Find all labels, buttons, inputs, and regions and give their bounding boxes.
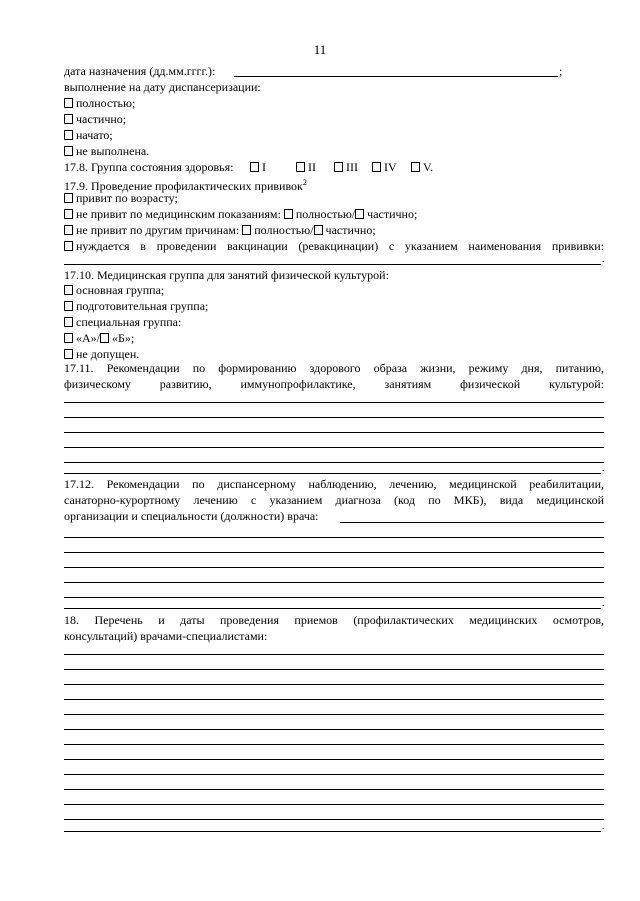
dispensary-option-not-done: не выполнена. (64, 144, 149, 159)
rec-lifestyle-fill-line[interactable] (64, 417, 604, 418)
checkbox-vacc-needs[interactable] (64, 241, 73, 251)
rec-dispensary-line1: 17.12. Рекомендации по диспансерному наблюдению, лечению, медицинской реабилитации, (64, 477, 604, 491)
rec-lifestyle-end: . (602, 463, 605, 473)
checkbox-vacc-medical-full[interactable] (284, 209, 293, 219)
checkbox-group-2[interactable] (296, 162, 305, 172)
rec-dispensary-fill-line[interactable] (64, 597, 604, 598)
health-group-3: III (334, 160, 358, 175)
phys-option-special: специальная группа: (64, 315, 181, 330)
rec-lifestyle-fill-line[interactable] (64, 402, 604, 403)
specialists-fill-line[interactable] (64, 804, 604, 805)
specialists-fill-line[interactable] (64, 819, 604, 820)
date-end: ; (559, 64, 563, 78)
checkbox-vacc-other[interactable] (64, 225, 73, 235)
vacc-fill-line[interactable] (64, 264, 601, 265)
phys-option-main: основная группа; (64, 283, 164, 298)
specialists-fill-line[interactable] (64, 654, 604, 655)
health-group-5: V. (411, 160, 433, 175)
specialists-fill-line[interactable] (64, 684, 604, 685)
rec-lifestyle-line1: 17.11. Рекомендации по формированию здорового образа жизни, режиму дня, питанию, (64, 361, 604, 375)
checkbox-phys-b[interactable] (100, 333, 109, 343)
checkbox-vacc-other-full[interactable] (242, 225, 251, 235)
specialists-fill-line[interactable] (64, 729, 604, 730)
dispensary-label: выполнение на дату диспансеризации: (64, 80, 261, 94)
rec-dispensary-fill-line[interactable] (64, 567, 604, 568)
checkbox-group-1[interactable] (250, 162, 259, 172)
specialists-fill-line[interactable] (64, 699, 604, 700)
checkbox-group-5[interactable] (411, 162, 420, 172)
specialists-line1: 18. Перечень и даты проведения приемов (профилактических медицинских осмотров, (64, 613, 604, 627)
rec-dispensary-fill-line[interactable] (64, 582, 604, 583)
health-group-2: II (296, 160, 316, 175)
checkbox-partial[interactable] (64, 114, 73, 124)
phys-option-ab: «А»/ «Б»; (64, 331, 134, 346)
vacc-fill-end: . (602, 254, 605, 264)
checkbox-vacc-medical-part[interactable] (355, 209, 364, 219)
specialists-fill-line[interactable] (64, 831, 601, 832)
rec-lifestyle-fill-line[interactable] (64, 462, 604, 463)
specialists-line2: консультаций) врачами-специалистами: (64, 629, 268, 643)
phys-option-not-admitted: не допущен. (64, 347, 139, 362)
phys-option-prep: подготовительная группа; (64, 299, 208, 314)
specialists-fill-line[interactable] (64, 774, 604, 775)
checkbox-vacc-by-age[interactable] (64, 193, 73, 203)
checkbox-not-done[interactable] (64, 146, 73, 156)
checkbox-phys-special[interactable] (64, 317, 73, 327)
checkbox-full[interactable] (64, 98, 73, 108)
checkbox-group-3[interactable] (334, 162, 343, 172)
rec-lifestyle-fill-line[interactable] (64, 447, 604, 448)
rec-dispensary-fill-line[interactable] (64, 608, 601, 609)
footnote-mark: 2 (302, 178, 307, 187)
dispensary-option-started: начато; (64, 128, 113, 143)
dispensary-option-full: полностью; (64, 96, 135, 111)
checkbox-vacc-other-part[interactable] (314, 225, 323, 235)
rec-dispensary-fill-first[interactable] (340, 522, 604, 523)
checkbox-phys-prep[interactable] (64, 301, 73, 311)
rec-dispensary-line2: санаторно-курортному лечению с указанием диагноза (код по МКБ), вида медицинской (64, 493, 604, 507)
date-label: дата назначения (дд.мм.гггг.): (64, 64, 216, 78)
specialists-fill-line[interactable] (64, 669, 604, 670)
checkbox-group-4[interactable] (372, 162, 381, 172)
specialists-end: . (602, 821, 605, 831)
health-group-4: IV (372, 160, 397, 175)
checkbox-phys-main[interactable] (64, 285, 73, 295)
vaccination-label: 17.9. Проведение профилактических прививок$^2$ (64, 178, 307, 193)
health-group-label: 17.8. Группа состояния здоровья: (64, 160, 234, 174)
checkbox-vacc-medical[interactable] (64, 209, 73, 219)
page-number: 11 (313, 42, 327, 57)
specialists-fill-line[interactable] (64, 714, 604, 715)
rec-dispensary-fill-line[interactable] (64, 537, 604, 538)
phys-group-label: 17.10. Медицинская группа для занятий физической культурой: (64, 268, 389, 282)
dispensary-option-partial: частично; (64, 112, 126, 127)
checkbox-phys-a[interactable] (64, 333, 73, 343)
specialists-fill-line[interactable] (64, 789, 604, 790)
health-group-1: I (250, 160, 266, 175)
checkbox-started[interactable] (64, 130, 73, 140)
vacc-option-medical: не привит по медицинским показаниям: полностью/ частично; (64, 207, 417, 222)
date-field[interactable] (234, 76, 558, 77)
rec-dispensary-end: . (602, 598, 605, 608)
specialists-fill-line[interactable] (64, 759, 604, 760)
rec-lifestyle-line2: физическому развитию, иммунопрофилактике, занятиям физической культурой: (64, 377, 604, 391)
vacc-option-other: не привит по другим причинам: полностью/ частично; (64, 223, 376, 238)
rec-dispensary-fill-line[interactable] (64, 552, 604, 553)
checkbox-phys-not-admitted[interactable] (64, 349, 73, 359)
specialists-fill-line[interactable] (64, 744, 604, 745)
rec-dispensary-line3: организации и специальности (должности) врача: (64, 509, 319, 523)
rec-lifestyle-fill-line[interactable] (64, 432, 604, 433)
rec-lifestyle-fill-line[interactable] (64, 473, 601, 474)
vacc-option-needs: нуждается в проведении вакцинации (ревакцинации) с указанием наименования прививки: (64, 239, 604, 255)
vacc-option-by-age: привит по возрасту; (64, 191, 178, 206)
